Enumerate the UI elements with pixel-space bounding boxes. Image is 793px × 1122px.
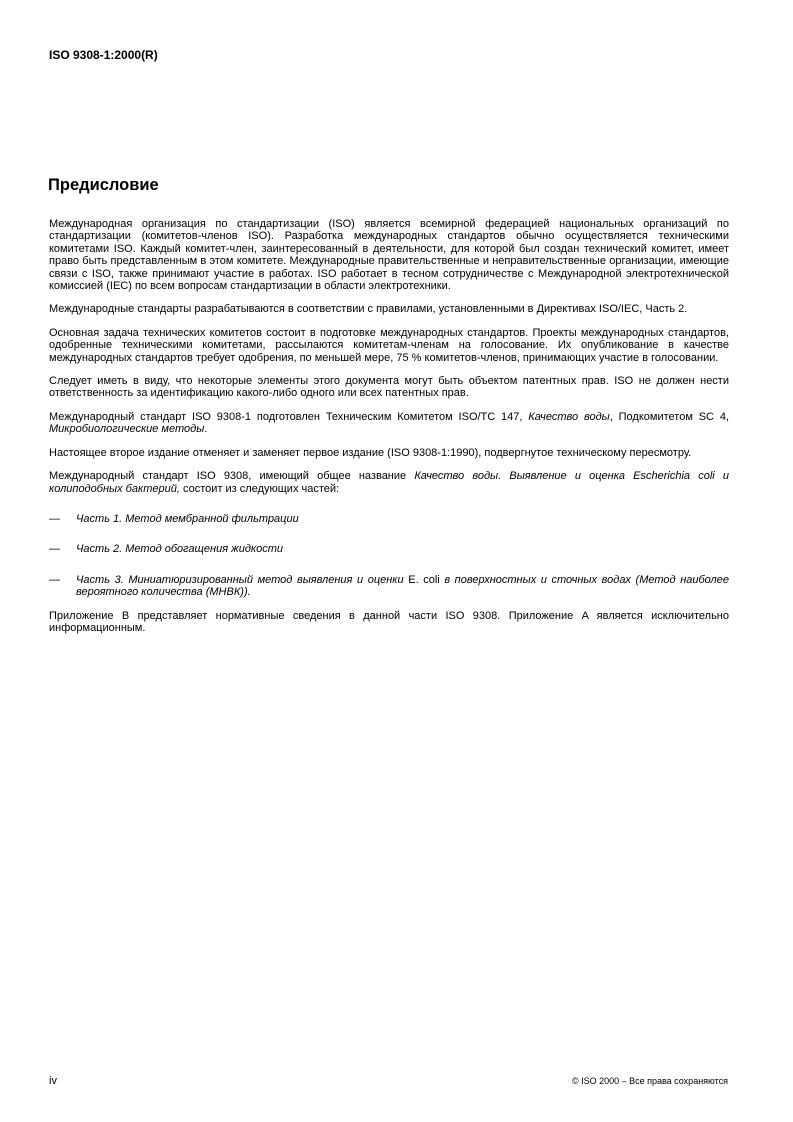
committee-title: Качество воды: [528, 410, 610, 423]
text-span: Международный стандарт ISO 9308-1 подготовлен Техническим Комитетом ISO/TC 147,: [49, 410, 529, 423]
part-1-title: Часть 1. Метод мембранной фильтрации: [76, 512, 299, 525]
text-span: в поверхностных и сточных водах (Метод наиболее вероятного количества (МНВК)).: [76, 573, 729, 599]
list-item-part-2: [49, 543, 729, 555]
text-span: .: [204, 423, 208, 436]
paragraph-main-task: Основная задача технических комитетов состоит в подготовке международных стандартов. Проекты международных стандартов, одобренные техническими комитетами, рассылаются комитетам-членам на голосование. Их опубликование в качестве международных стандартов требует одобрения, по меньшей мере, 75 % комитетов-членов, принимающих участие в голосовании.: [49, 326, 729, 364]
text-span: состоит из следующих частей:: [179, 482, 340, 495]
text-span: Международный стандарт ISO 9308, имеющий общее название: [49, 470, 415, 483]
document-id-header: ISO 9308-1:2000(R): [49, 48, 158, 62]
paragraph-annexes: Приложение B представляет нормативные сведения в данной части ISO 9308. Приложение A является исключительно информационным.: [49, 609, 729, 634]
text-span: , Подкомитетом SC 4,: [609, 410, 729, 423]
copyright-notice: © ISO 2000 – Все права сохраняются: [571, 1076, 728, 1086]
paragraph-iso-intro: Международная организация по стандартизации (ISO) является всемирной федерацией национальных организаций по стандартизации (комитетов-членов ISO). Разработка международных стандартов обычно осуществляется техническими комитетами ISO. Каждый комитет-член, заинтересованный в деятельности, для которой был создан технический комитет, имеет право быть представленным в этом комитете. Международные правительственные и неправительственные организации, имеющие связи с ISO, также принимают участие в работах. ISO работает в тесном сотрудничестве с Международной электротехнической комиссией (IEC) по всем вопросам стандартизации в области электротехники.: [49, 218, 729, 293]
paragraph-parts-intro: [49, 470, 729, 495]
paragraph-edition: Настоящее второе издание отменяет и заменяет первое издание (ISO 9308-1:1990), подвергнутое техническому пересмотру.: [49, 446, 692, 459]
page-title: Предисловие: [48, 176, 159, 194]
organism-name: E. coli: [408, 573, 440, 586]
page-number: iv: [49, 1075, 57, 1087]
subcommittee-title: Микробиологические методы: [49, 423, 205, 436]
list-dash: —: [49, 512, 60, 525]
paragraph-patent-rights: Следует иметь в виду, что некоторые элементы этого документа могут быть объектом патентных прав. ISO не должен нести ответственность за идентификацию какого-либо одного или всех патентных прав.: [49, 375, 729, 400]
list-item-part-1: [49, 513, 729, 525]
part-2-title: Часть 2. Метод обогащения жидкости: [76, 543, 283, 556]
text-span: Часть 3. Миниатюризированный метод выявления и оценки: [76, 573, 409, 586]
foreword-body: [49, 218, 729, 645]
part-3-title: [76, 574, 729, 599]
general-title: Качество воды. Выявление и оценка Escherichia coli и колиподобных бактерий,: [49, 470, 730, 495]
paragraph-directives: Международные стандарты разрабатываются в соответствии с правилами, установленными в Директивах ISO/IEC, Часть 2.: [49, 303, 688, 316]
list-dash: —: [49, 573, 60, 586]
list-dash: —: [49, 543, 60, 556]
paragraph-prepared-by: [49, 411, 729, 436]
list-item-part-3: [49, 574, 729, 599]
